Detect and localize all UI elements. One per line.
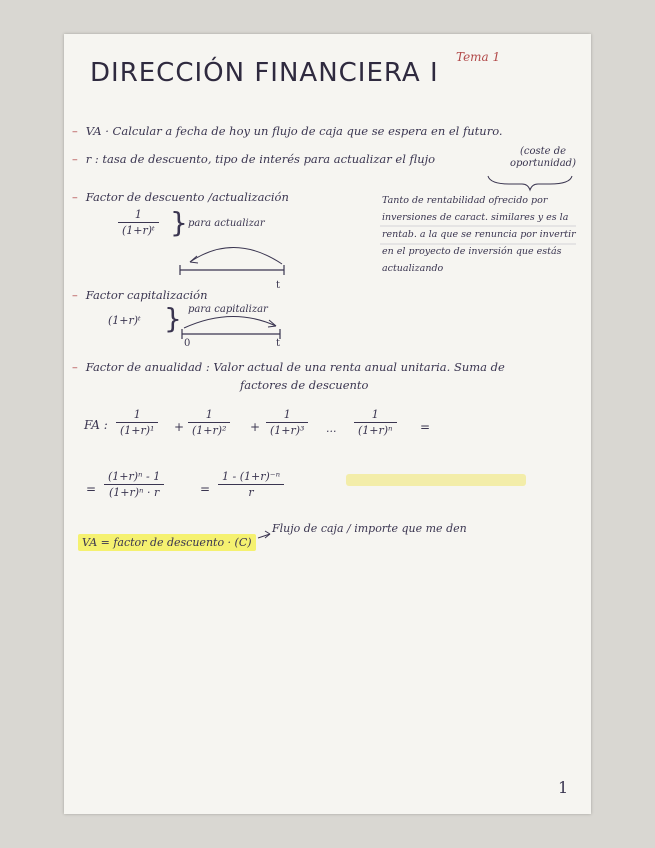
fraction-numerator: 1 xyxy=(133,408,141,421)
plus-sign: + xyxy=(174,420,185,434)
plus-sign: + xyxy=(250,420,261,434)
fraction-denominator: r xyxy=(248,486,254,499)
equals-sign: = xyxy=(420,420,431,434)
fraction-denominator: (1+r)ⁿ · r xyxy=(108,486,160,499)
annuity-factor-text-2: factores de descuento xyxy=(240,378,369,392)
va-text: VA · Calcular a fecha de hoy un flujo de caja que se espera en el futuro. xyxy=(85,124,503,138)
cap-arc-arrow xyxy=(184,316,276,328)
fraction-denominator: (1+r)³ xyxy=(270,424,305,437)
bullet-dash: – xyxy=(72,288,78,302)
annuity-factor-text: Factor de anualidad : Valor actual de una renta anual unitaria. Suma de xyxy=(85,360,505,374)
fraction-numerator: 1 - (1+r)⁻ⁿ xyxy=(222,470,281,483)
page-title: DIRECCIÓN FINANCIERA I xyxy=(90,58,439,88)
r-text: r : tasa de descuento, tipo de interés para actualizar el flujo xyxy=(85,152,436,166)
timeline-t-label: t xyxy=(276,280,281,291)
equals-sign: = xyxy=(200,482,211,496)
fraction-denominator: (1+r)² xyxy=(192,424,227,437)
rate-note: Tanto de rentabilidad ofrecido por inversiones de caract. similares y es la rentab. a la que se renuncia por invertir en el proyecto de inversión que estás actualizando xyxy=(382,195,576,274)
timeline-drawings xyxy=(64,34,591,814)
notebook-page xyxy=(64,34,591,814)
capitalization-expr: (1+r)ᵗ xyxy=(108,314,141,327)
r-note: (coste de oportunidad) xyxy=(510,146,576,169)
fraction-numerator: 1 xyxy=(205,408,213,421)
fraction-denominator: (1+r)ᵗ xyxy=(122,224,155,237)
brace-icon: } xyxy=(170,206,188,239)
bullet-dash: – xyxy=(72,124,78,138)
fraction-denominator: (1+r)¹ xyxy=(120,424,155,437)
discount-factor-text: Factor de descuento /actualización xyxy=(85,190,289,204)
bullet-dash: – xyxy=(72,190,78,204)
fraction-numerator: 1 xyxy=(371,408,379,421)
para-actualizar-label: para actualizar xyxy=(188,218,265,229)
ellipsis: ... xyxy=(326,422,337,435)
bullet-dash: – xyxy=(72,360,78,374)
topic-label: Tema 1 xyxy=(456,50,501,64)
timeline-zero-label: 0 xyxy=(184,338,191,349)
para-capitalizar-label: para capitalizar xyxy=(188,304,268,315)
fraction-numerator: (1+r)ⁿ - 1 xyxy=(108,470,161,483)
brace-icon: } xyxy=(164,302,182,335)
brace-under-note xyxy=(488,176,572,190)
timeline-t-label: t xyxy=(276,338,281,349)
fraction-denominator: (1+r)ⁿ xyxy=(358,424,393,437)
fa-label: FA : xyxy=(84,418,108,432)
capitalization-text: Factor capitalización xyxy=(85,288,208,302)
equals-sign: = xyxy=(86,482,97,496)
fraction-numerator: 1 xyxy=(283,408,291,421)
va-formula: VA = factor de descuento · (C) xyxy=(78,534,256,551)
discount-arc-arrow xyxy=(190,247,282,264)
page-number: 1 xyxy=(558,778,569,797)
fraction-numerator: 1 xyxy=(134,208,142,221)
bullet-dash: – xyxy=(72,152,78,166)
cash-flow-annotation: Flujo de caja / importe que me den xyxy=(272,522,467,535)
